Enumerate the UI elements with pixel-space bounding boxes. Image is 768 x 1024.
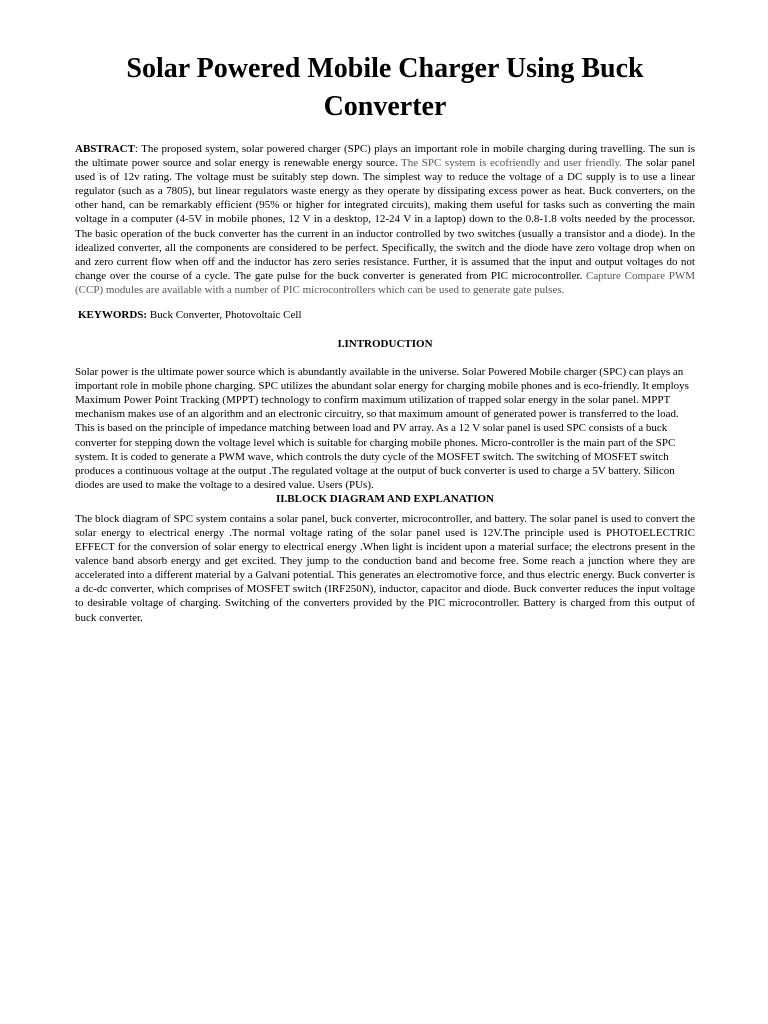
- abstract-text-grey: The SPC system is ecofriendly and user friendly.: [401, 157, 623, 170]
- abstract-label: ABSTRACT: [75, 143, 135, 155]
- paper-title: Solar Powered Mobile Charger Using Buck Converter: [126, 53, 644, 122]
- keywords-text: Buck Converter, Photovoltaic Cell: [147, 309, 302, 322]
- abstract-text: : The proposed system, solar powered charger (SPC) plays an important role in mobile charging during travelling. The sun is the ultimate power source and solar energy is renewable energy source.: [75, 143, 695, 170]
- introduction-paragraph: Solar power is the ultimate power source which is abundantly available in the universe. Solar Powered Mobile charger (SPC) can plays an important role in mobile phone charging. SPC utilizes the abundant solar energy for charging mobile phones and is eco-friendly. It employs Maximum Power Point Tracking (MPPT) technology to confirm maximum utilization of trapped solar energy in the solar panel. MPPT mechanism makes use of an algorithm and an electronic circuitry, so that maximum amount of generated power is transferred to the load. This is based on the principle of impedance matching between load and PV array. As a 12 V solar panel is used SPC consists of a buck converter for stepping down the voltage level which is suitable for charging mobile phones. Micro-controller is the main part of the SPC system. It is coded to generate a PWM wave, which controls the duty cycle of the MOSFET switch. The switching of MOSFET switch produces a continuous voltage at the output .The regulated voltage at the output of buck converter is used to charge a 5V battery. Silicon diodes are used to make the voltage to a desired value. Users (PUs).: [75, 366, 689, 491]
- paper-page: [75, 50, 695, 625]
- block-diagram-paragraph: The block diagram of SPC system contains a solar panel, buck converter, microcontroller, and battery. The solar panel is used to convert the solar energy to electrical energy .The normal voltage rating of the solar panel used is 12V.The principle used is PHOTOELECTRIC EFFECT for the conversion of solar energy to electrical energy .When light is incident upon a material surface; the electrons present in the valence band absorb energy and get excited. They jump to the conduction band and become free. Some reach a junction where they are accelerated into a different material by a Galvani potential. This generates an electromotive force, and thus electric energy. Buck converter is a dc-dc converter, which comprises of MOSFET switch (IRF250N), inductor, capacitor and diode. Buck converter reduces the input voltage to desirable voltage of charging. Switching of the converters provided by the PIC microcontroller. Battery is charged from this output of buck converter.: [75, 512, 695, 624]
- abstract-text-grey-end: Capture Compare PWM (CCP) modules are available with a number of PIC microcontrollers which can be used to generate gate pulses.: [75, 269, 695, 296]
- keywords-line: [78, 308, 695, 322]
- abstract-text-continued: The solar panel used is of 12v rating. The voltage must be suitably step down. The simplest way to reduce the voltage of a DC supply is to use a linear regulator (such as a 7805), but linear regulators waste energy as they operate by dissipating excess power as heat. Buck converters, on the other hand, can be remarkably efficient (95% or higher for integrated circuits), making them useful for tasks such as converting the main voltage in a computer (4-5V in mobile phones, 12 V in a desktop, 12-24 V in a laptop) down to the 0.8-1.8 volts needed by the processor. The basic operation of the buck converter has the current in an inductor controlled by two switches (usually a transistor and a diode). In the idealized converter, all the components are considered to be perfect. Specifically, the switch and the diode have zero voltage drop when on and zero current flow when off and the inductor has zero series resistance. Further, it is assumed that the input and output voltages do not change over the course of a cycle. The gate pulse for the buck converter is generated from PIC microcontroller.: [75, 157, 696, 282]
- section-heading-introduction: I.INTRODUCTION: [337, 338, 433, 351]
- keywords-label: KEYWORDS:: [78, 309, 148, 322]
- section-heading-block-diagram: II.BLOCK DIAGRAM AND EXPLANATION: [276, 492, 494, 505]
- abstract-paragraph: [75, 142, 695, 297]
